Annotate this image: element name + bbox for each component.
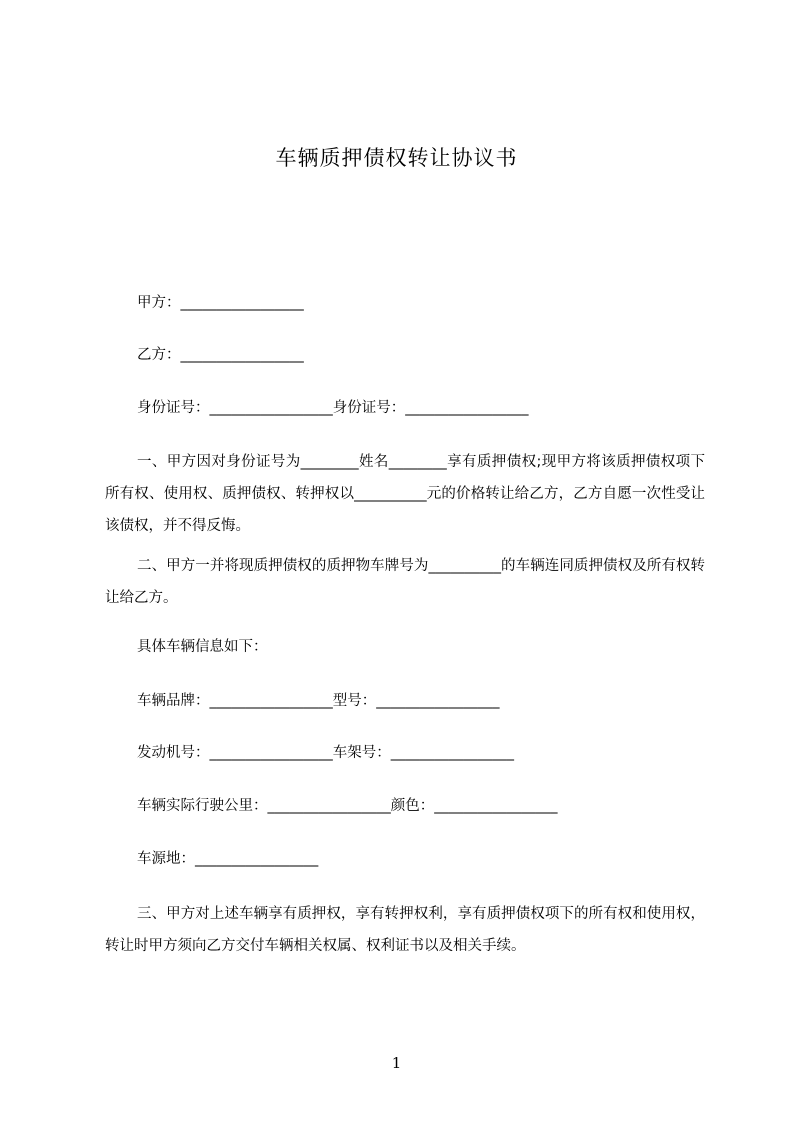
clause-1: 一、甲方因对身份证号为________姓名________享有质押债权;现甲方将该质押债权项下所有权、使用权、质押债权、转押权以__________元的价格转让给乙方，乙方自愿一次性受让该债权，并不得反悔。 [105, 454, 705, 534]
mileage-color-line: 车辆实际行驶公里：_________________颜色：_________________ [137, 798, 558, 814]
clause-3: 三、甲方对上述车辆享有质押权，享有转押权利，享有质押债权项下的所有权和使用权，转让时甲方须向乙方交付车辆相关权属、权利证书以及相关手续。 [105, 906, 705, 954]
party-a-line: 甲方：_________________ [137, 295, 304, 311]
brand-model-line: 车辆品牌：_________________型号：_________________ [137, 693, 500, 709]
party-b-line: 乙方：_________________ [137, 347, 304, 363]
vehicle-info-heading: 具体车辆信息如下： [137, 639, 268, 655]
document-title: 车辆质押债权转让协议书 [275, 146, 518, 170]
origin-line: 车源地：_________________ [137, 851, 319, 867]
page-number: 1 [391, 1054, 402, 1072]
engine-frame-line: 发动机号：_________________车架号：_________________ [137, 745, 514, 761]
id-numbers-line: 身份证号：_________________身份证号：_________________ [137, 400, 529, 416]
clause-2: 二、甲方一并将现质押债权的质押物车牌号为__________的车辆连同质押债权及所有权转让给乙方。 [105, 558, 705, 606]
